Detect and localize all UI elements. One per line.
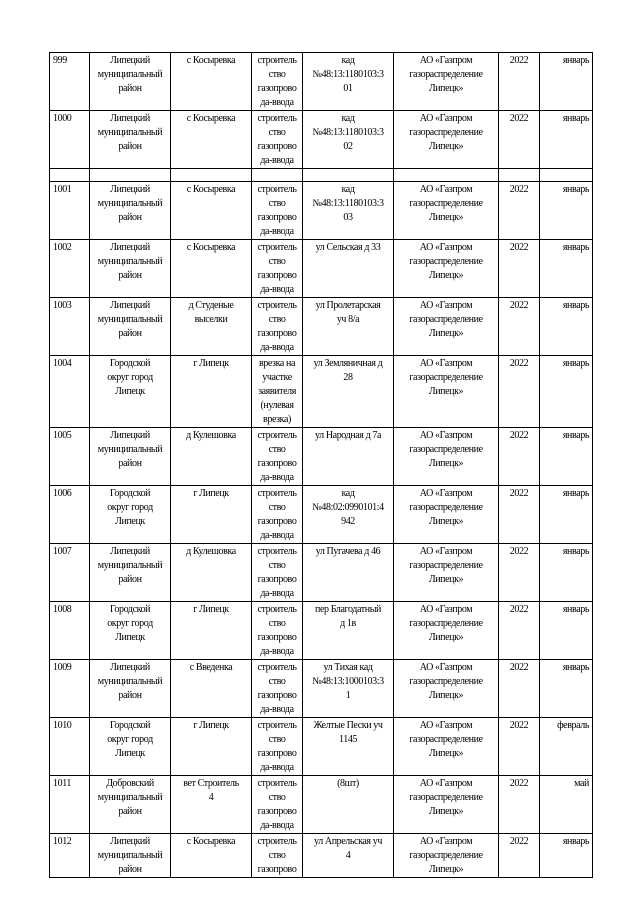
organization-cell: АО «Газпром газораспределение Липецк» [394, 486, 499, 544]
address-cell: ул Народная д 7а [303, 428, 394, 486]
year-cell: 2022 [499, 240, 540, 298]
work-type-cell: строитель ство газопрово да-ввода [252, 298, 303, 356]
locality-cell: с Косыревка [171, 182, 252, 240]
work-type-cell: строитель ство газопрово да-ввода [252, 544, 303, 602]
address-cell: ул Пролетарская уч 8/а [303, 298, 394, 356]
work-type-cell: строитель ство газопрово да-ввода [252, 240, 303, 298]
district-cell: Городской округ город Липецк [90, 486, 171, 544]
table-gap-row [50, 169, 593, 182]
month-cell: май [540, 776, 593, 834]
work-type-cell: врезка на участке заявителя (нулевая врезка) [252, 356, 303, 428]
organization-cell: АО «Газпром газораспределение Липецк» [394, 602, 499, 660]
year-cell: 2022 [499, 544, 540, 602]
organization-cell: АО «Газпром газораспределение Липецк» [394, 240, 499, 298]
row-number-cell: 1003 [50, 298, 90, 356]
table-row [50, 428, 593, 486]
district-cell: Липецкий муниципальный район [90, 111, 171, 169]
address-cell: Желтые Пески уч 1145 [303, 718, 394, 776]
district-cell: Липецкий муниципальный район [90, 240, 171, 298]
year-cell: 2022 [499, 660, 540, 718]
row-number-cell: 1002 [50, 240, 90, 298]
month-cell: январь [540, 544, 593, 602]
table-row [50, 298, 593, 356]
work-type-cell: строитель ство газопрово да-ввода [252, 776, 303, 834]
organization-cell: АО «Газпром газораспределение Липецк» [394, 660, 499, 718]
district-cell: Липецкий муниципальный район [90, 834, 171, 878]
table-row [50, 544, 593, 602]
work-type-cell: строитель ство газопрово да-ввода [252, 182, 303, 240]
work-type-cell: строитель ство газопрово да-ввода [252, 660, 303, 718]
year-cell: 2022 [499, 111, 540, 169]
organization-cell: АО «Газпром газораспределение Липецк» [394, 776, 499, 834]
work-type-cell: строитель ство газопрово да-ввода [252, 53, 303, 111]
organization-cell: АО «Газпром газораспределение Липецк» [394, 834, 499, 878]
address-cell: кад №48:13:1180103:3 02 [303, 111, 394, 169]
address-cell: ул Апрельская уч 4 [303, 834, 394, 878]
organization-cell: АО «Газпром газораспределение Липецк» [394, 356, 499, 428]
locality-cell: г Липецк [171, 486, 252, 544]
empty-cell [540, 169, 593, 182]
year-cell: 2022 [499, 486, 540, 544]
locality-cell: с Введенка [171, 660, 252, 718]
row-number-cell: 999 [50, 53, 90, 111]
address-cell: (8шт) [303, 776, 394, 834]
address-cell: ул Земляничная д 28 [303, 356, 394, 428]
address-cell: ул Пугачева д 46 [303, 544, 394, 602]
locality-cell: д Студеные выселки [171, 298, 252, 356]
table-row [50, 834, 593, 878]
month-cell: январь [540, 53, 593, 111]
locality-cell: с Косыревка [171, 111, 252, 169]
locality-cell: д Кулешовка [171, 544, 252, 602]
organization-cell: АО «Газпром газораспределение Липецк» [394, 544, 499, 602]
organization-cell: АО «Газпром газораспределение Липецк» [394, 182, 499, 240]
address-cell: кад №48:13:1180103:3 01 [303, 53, 394, 111]
address-cell: пер Благодатный д 1в [303, 602, 394, 660]
empty-cell [394, 169, 499, 182]
table-row [50, 718, 593, 776]
locality-cell: д Кулешовка [171, 428, 252, 486]
work-type-cell: строитель ство газопрово да-ввода [252, 486, 303, 544]
year-cell: 2022 [499, 718, 540, 776]
empty-cell [90, 169, 171, 182]
year-cell: 2022 [499, 182, 540, 240]
year-cell: 2022 [499, 298, 540, 356]
year-cell: 2022 [499, 428, 540, 486]
row-number-cell: 1009 [50, 660, 90, 718]
locality-cell: г Липецк [171, 356, 252, 428]
row-number-cell: 1011 [50, 776, 90, 834]
district-cell: Городской округ город Липецк [90, 718, 171, 776]
district-cell: Добровский муниципальный район [90, 776, 171, 834]
month-cell: январь [540, 111, 593, 169]
row-number-cell: 1006 [50, 486, 90, 544]
row-number-cell: 1008 [50, 602, 90, 660]
month-cell: январь [540, 486, 593, 544]
table-row [50, 660, 593, 718]
locality-cell: г Липецк [171, 602, 252, 660]
row-number-cell: 1007 [50, 544, 90, 602]
empty-cell [499, 169, 540, 182]
row-number-cell: 1012 [50, 834, 90, 878]
district-cell: Липецкий муниципальный район [90, 660, 171, 718]
table-body [50, 53, 593, 878]
year-cell: 2022 [499, 356, 540, 428]
table-row [50, 356, 593, 428]
year-cell: 2022 [499, 776, 540, 834]
year-cell: 2022 [499, 602, 540, 660]
empty-cell [303, 169, 394, 182]
empty-cell [50, 169, 90, 182]
district-cell: Городской округ город Липецк [90, 356, 171, 428]
district-cell: Липецкий муниципальный район [90, 182, 171, 240]
district-cell: Липецкий муниципальный район [90, 53, 171, 111]
district-cell: Липецкий муниципальный район [90, 428, 171, 486]
address-cell: ул Сельская д 33 [303, 240, 394, 298]
locality-cell: с Косыревка [171, 240, 252, 298]
gas-connection-table [49, 52, 593, 878]
month-cell: январь [540, 428, 593, 486]
year-cell: 2022 [499, 53, 540, 111]
address-cell: ул Тихая кад №48:13:1000103:3 1 [303, 660, 394, 718]
year-cell: 2022 [499, 834, 540, 878]
locality-cell: вет Строитель 4 [171, 776, 252, 834]
organization-cell: АО «Газпром газораспределение Липецк» [394, 428, 499, 486]
district-cell: Городской округ город Липецк [90, 602, 171, 660]
month-cell: январь [540, 298, 593, 356]
locality-cell: г Липецк [171, 718, 252, 776]
locality-cell: с Косыревка [171, 53, 252, 111]
table-row [50, 182, 593, 240]
table-row [50, 602, 593, 660]
month-cell: январь [540, 356, 593, 428]
row-number-cell: 1010 [50, 718, 90, 776]
row-number-cell: 1001 [50, 182, 90, 240]
work-type-cell: строитель ство газопрово [252, 834, 303, 878]
month-cell: январь [540, 602, 593, 660]
table-row [50, 486, 593, 544]
table-row [50, 776, 593, 834]
month-cell: январь [540, 660, 593, 718]
month-cell: февраль [540, 718, 593, 776]
district-cell: Липецкий муниципальный район [90, 298, 171, 356]
row-number-cell: 1000 [50, 111, 90, 169]
month-cell: январь [540, 834, 593, 878]
empty-cell [171, 169, 252, 182]
organization-cell: АО «Газпром газораспределение Липецк» [394, 53, 499, 111]
table-row [50, 53, 593, 111]
work-type-cell: строитель ство газопрово да-ввода [252, 428, 303, 486]
address-cell: кад №48:02:0990101:4 942 [303, 486, 394, 544]
work-type-cell: строитель ство газопрово да-ввода [252, 602, 303, 660]
row-number-cell: 1004 [50, 356, 90, 428]
table-row [50, 111, 593, 169]
empty-cell [252, 169, 303, 182]
row-number-cell: 1005 [50, 428, 90, 486]
district-cell: Липецкий муниципальный район [90, 544, 171, 602]
organization-cell: АО «Газпром газораспределение Липецк» [394, 298, 499, 356]
locality-cell: с Косыревка [171, 834, 252, 878]
table-row [50, 240, 593, 298]
address-cell: кад №48:13:1180103:3 03 [303, 182, 394, 240]
month-cell: январь [540, 240, 593, 298]
organization-cell: АО «Газпром газораспределение Липецк» [394, 111, 499, 169]
work-type-cell: строитель ство газопрово да-ввода [252, 111, 303, 169]
organization-cell: АО «Газпром газораспределение Липецк» [394, 718, 499, 776]
work-type-cell: строитель ство газопрово да-ввода [252, 718, 303, 776]
month-cell: январь [540, 182, 593, 240]
